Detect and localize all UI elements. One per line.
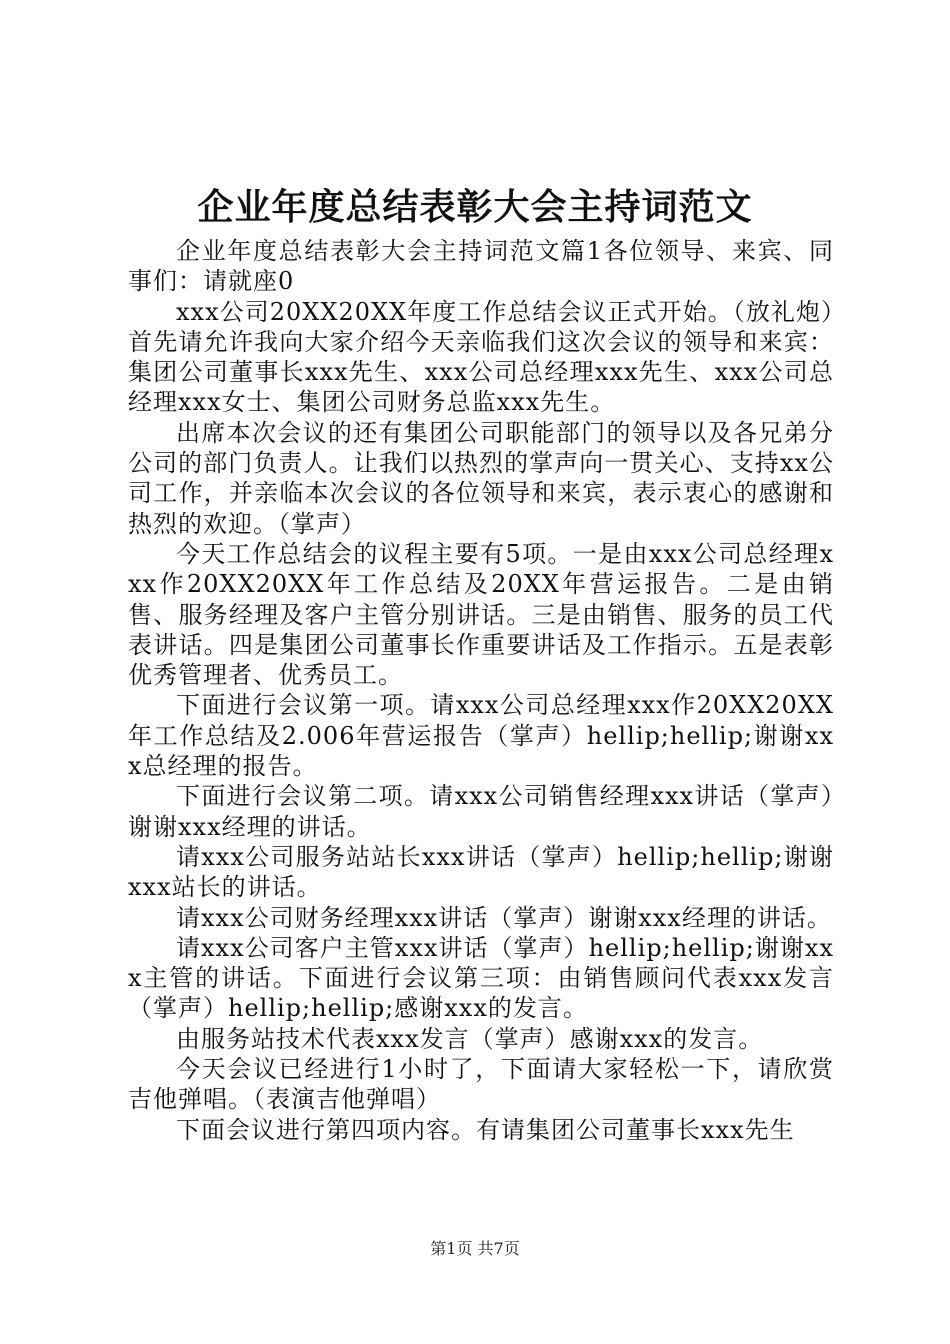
- paragraph: 请xxx公司服务站站长xxx讲话（掌声）hellip;hellip;谢谢xxx站长的讲话。: [128, 842, 834, 902]
- document-body: [128, 236, 834, 1145]
- paragraph: 请xxx公司财务经理xxx讲话（掌声）谢谢xxx经理的讲话。: [176, 903, 832, 932]
- paragraph: 今天工作总结会的议程主要有5项。一是由xxx公司总经理xxx作20XX20XX年工作总结及20XX年营运报告。二是由销售、服务经理及客户主管分别讲话。三是由销售、服务的员工代表讲话。四是集团公司董事长作重要讲话及工作指示。五是表彰优秀管理者、优秀员工。: [128, 539, 834, 690]
- paragraph: 今天会议已经进行1小时了，下面请大家轻松一下，请欣赏吉他弹唱。（表演吉他弹唱）: [128, 1055, 834, 1114]
- paragraph: 下面进行会议第二项。请xxx公司销售经理xxx讲话（掌声）谢谢xxx经理的讲话。: [128, 782, 834, 841]
- paragraph: xxx公司20XX20XX年度工作总结会议正式开始。（放礼炮）首先请允许我向大家介绍今天亲临我们这次会议的领导和来宾：集团公司董事长xxx先生、xxx公司总经理xxx先生、xxx公司总经理xxx女士、集团公司财务总监xxx先生。: [128, 297, 834, 417]
- paragraph: 由服务站技术代表xxx发言（掌声）感谢xxx的发言。: [176, 1024, 764, 1053]
- paragraph: 请xxx公司客户主管xxx讲话（掌声）hellip;hellip;谢谢xxx主管的讲话。下面进行会议第三项：由销售顾问代表xxx发言（掌声）hellip;hellip;感谢xxx的发言。: [128, 933, 834, 1023]
- paragraph: 企业年度总结表彰大会主持词范文篇1各位领导、来宾、同事们：请就座0: [128, 237, 834, 296]
- page-footer: 第1页 共7页: [430, 1239, 520, 1258]
- paragraph: 下面会议进行第四项内容。有请集团公司董事长xxx先生: [176, 1115, 795, 1144]
- paragraph: 下面进行会议第一项。请xxx公司总经理xxx作20XX20XX年工作总结及2.006年营运报告（掌声）hellip;hellip;谢谢xxx总经理的报告。: [128, 691, 834, 781]
- document-title: 企业年度总结表彰大会主持词范文: [197, 186, 753, 228]
- paragraph: 出席本次会议的还有集团公司职能部门的领导以及各兄弟分公司的部门负责人。让我们以热烈的掌声向一贯关心、支持xx公司工作，并亲临本次会议的各位领导和来宾，表示衷心的感谢和热烈的欢迎。（掌声）: [128, 418, 834, 538]
